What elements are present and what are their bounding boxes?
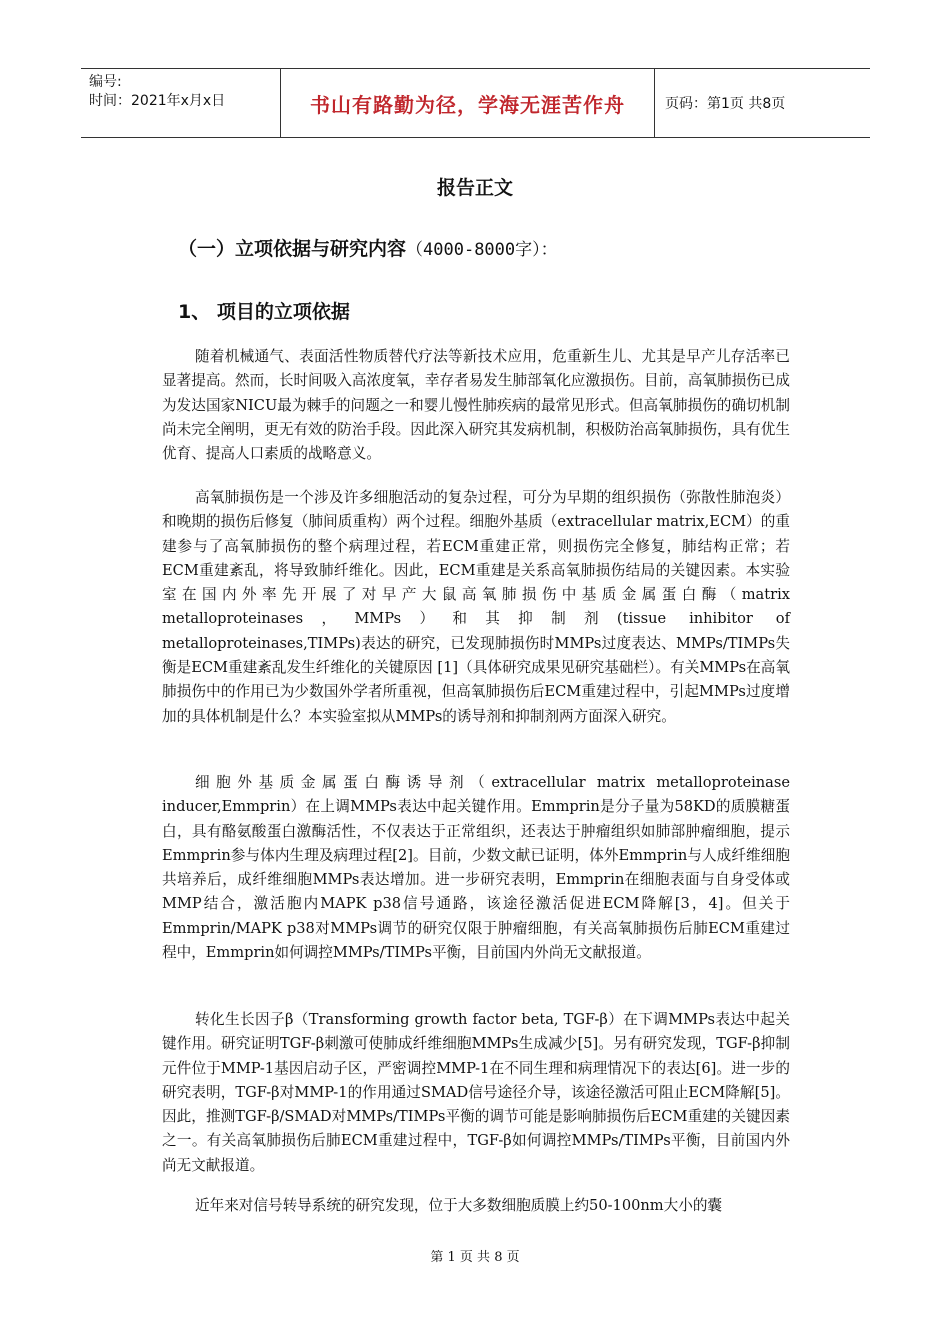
section-heading-2: 1、 项目的立项依据 (178, 301, 350, 323)
number-label: 编号: (89, 74, 122, 90)
paragraph-1: 随着机械通气、表面活性物质替代疗法等新技术应用，危重新生儿、尤其是早产儿存活率已显著提高。然而，长时间吸入高浓度氧，幸存者易发生肺部氧化应激损伤。目前，高氧肺损伤已成为发达国家NICU最为棘手的问题之一和婴儿慢性肺疾病的最常见形式。但高氧肺损伤的确切机制尚未完全阐明，更无有效的防治手段。因此深入研究其发病机制，积极防治高氧肺损伤，具有优生优育、提高人口素质的战略意义。 (162, 348, 790, 463)
page-footer: 第 1 页 共 8 页 (430, 1250, 520, 1265)
document-header (81, 68, 870, 138)
header-page-label: 页码：第1页 共8页 (665, 96, 786, 112)
paragraph-3: 细胞外基质金属蛋白酶诱导剂（extracellular matrix metalloproteinase inducer,Emmprin）在上调MMPs表达中起关键作用。Emmprin是分子量为58KD的质膜糖蛋白，具有酪氨酸蛋白激酶活性，不仅表达于正常组织，还表达于肿瘤组织如肺部肿瘤细胞，提示Emmprin参与体内生理及病理过程[2]。目前，少数文献已证明，体外Emmprin与人成纤维细胞共培养后，成纤维细胞MMPs表达增加。进一步研究表明，Emmprin在细胞表面与自身受体或MMP结合，激活胞内MAPK p38信号通路，该途径激活促进ECM降解[3，4]。但关于Emmprin/MAPK p38对MMPs调节的研究仅限于肿瘤细胞，有关高氧肺损伤后肺ECM重建过程中，Emmprin如何调控MMPs/TIMPs平衡，目前国内外尚无文献报道。 (162, 774, 790, 962)
section-heading-1-note: （4000-8000字）： (406, 240, 558, 260)
header-motto: 书山有路勤为径，学海无涯苦作舟 (281, 69, 655, 137)
section-heading-1 (178, 234, 558, 261)
date-label: 时间：2021年x月x日 (89, 93, 226, 109)
paragraph-4: 转化生长因子β（Transforming growth factor beta, TGF-β）在下调MMPs表达中起关键作用。研究证明TGF-β刺激可使肺成纤维细胞MMPs生成减少[5]。另有研究发现，TGF-β抑制元件位于MMP-1基因启动子区，严密调控MMP-1在不同生理和病理情况下的表达[6]。进一步的研究表明，TGF-β对MMP-1的作用通过SMAD信号途径介导，该途径激活可阻止ECM降解[5]。因此，推测TGF-β/SMAD对MMPs/TIMPs平衡的调节可能是影响肺损伤后ECM重建的关键因素之一。有关高氧肺损伤后肺ECM重建过程中，TGF-β如何调控MMPs/TIMPs平衡，目前国内外尚无文献报道。 (162, 1011, 790, 1174)
paragraph-2: 高氧肺损伤是一个涉及许多细胞活动的复杂过程，可分为早期的组织损伤（弥散性肺泡炎）和晚期的损伤后修复（肺间质重构）两个过程。细胞外基质（extracellular matrix,ECM）的重建参与了高氧肺损伤的整个病理过程，若ECM重建正常，则损伤完全修复，肺结构正常；若ECM重建紊乱，将导致肺纤维化。因此，ECM重建是关系高氧肺损伤结局的关键因素。本实验室在国内外率先开展了对早产大鼠高氧肺损伤中基质金属蛋白酶（matrix metalloproteinases，MMPs）和其抑制剂(tissue inhibitor of metalloproteinases,TIMPs)表达的研究，已发现肺损伤时MMPs过度表达、MMPs/TIMPs失衡是ECM重建紊乱发生纤维化的关键原因 [1]（具体研究成果见研究基础栏）。有关MMPs在高氧肺损伤中的作用已为少数国外学者所重视，但高氧肺损伤后ECM重建过程中，引起MMPs过度增加的具体机制是什么？本实验室拟从MMPs的诱导剂和抑制剂两方面深入研究。 (162, 489, 790, 725)
page-title: 报告正文 (436, 177, 513, 199)
header-meta (81, 69, 281, 137)
section-heading-1-main: （一）立项依据与研究内容 (178, 238, 407, 260)
paragraph-5: 近年来对信号转导系统的研究发现，位于大多数细胞质膜上约50-100nm大小的囊 (195, 1197, 723, 1214)
